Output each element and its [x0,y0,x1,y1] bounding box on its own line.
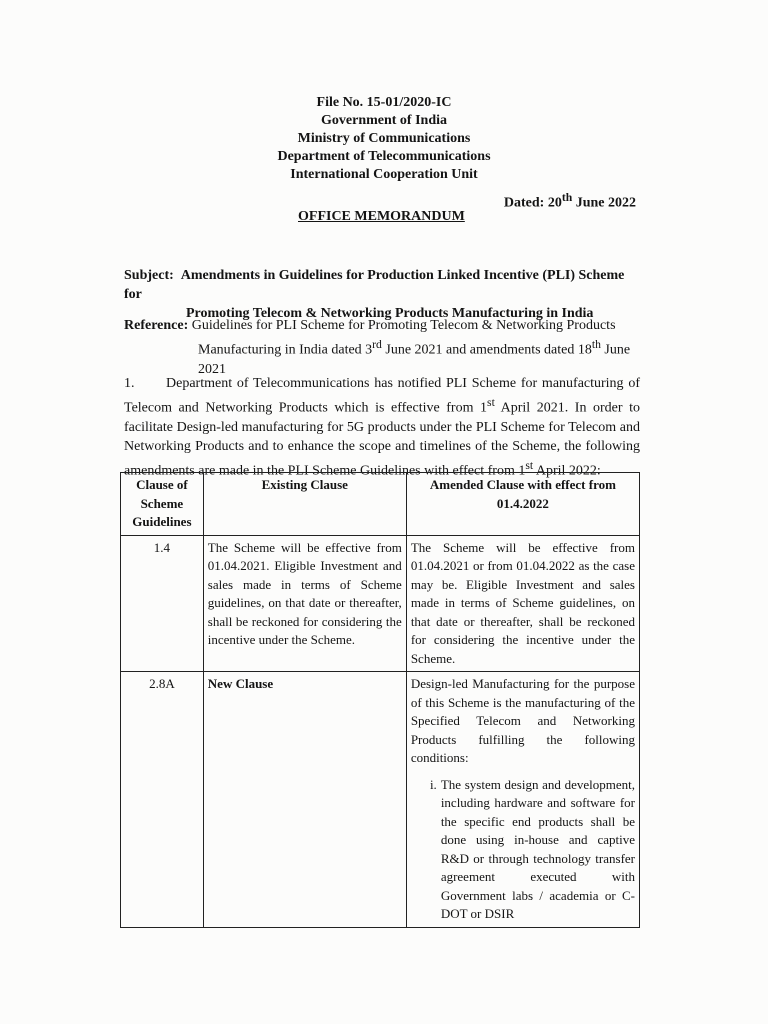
reference-block [124,316,644,379]
reference-text-a: Manufacturing in India dated 3 [198,342,373,358]
clause-number: 1.4 [121,535,204,672]
amended-clause-cell [406,672,639,928]
amended-clause-text: The Scheme will be effective from 01.04.2021 or from 01.04.2022 as the case may be. Eligible Investment and sales made in terms of Scheme guidelines, on that date or thereafter, shall be reckoned for considering the incentive under the Scheme. [406,535,639,672]
letterhead [0,94,768,184]
file-number: File No. 15-01/2020-IC [316,95,452,110]
table-row [121,672,640,928]
reference-line-1: Guidelines for PLI Scheme for Promoting Telecom & Networking Products [191,318,616,333]
department-name: Department of Telecommunications [277,149,491,164]
reference-text-c: June 2021 [198,342,631,377]
reference-line-2 [124,335,644,379]
existing-clause-text: New Clause [203,672,406,928]
header-amended: Amended Clause with effect from 01.4.2022 [406,473,639,536]
condition-item [411,776,635,924]
paragraph-sup-1: st [487,396,495,409]
subject-block [124,266,644,323]
paragraph-text-a: Department of Telecommunications has notified PLI Scheme for manufacturing of Telecom and Networking Products which is effective from 1 [124,376,640,416]
condition-numeral: i. [429,776,437,792]
clause-number: 2.8A [121,672,204,928]
date-prefix: Dated: 20 [503,195,562,211]
date-superscript: th [561,191,573,204]
amended-clause-text: Design-led Manufacturing for the purpose of this Scheme is the manufacturing of the Specified Telecom and Networking Products fulfilling the following conditions: [410,676,635,765]
paragraph-text-b: April 2021. In order to facilitate Design-led manufacturing for 5G products under the PLI Scheme for Telecom and Networking Products and to enhance the scope and timelines of the Scheme, the following amendments are made in the PLI Scheme Guidelines with effect from 1 [124,400,640,479]
date-line [504,191,636,212]
paragraph-sup-2: st [525,458,534,472]
paragraph-1 [124,374,640,480]
condition-text: The system design and development, including hardware and software for the specific end products shall be done using in-house and captive R&D or through technology transfer agreement executed with Government labs / academia or C-DOT or DSIR [440,776,635,921]
reference-sup-1: rd [372,338,382,351]
unit-name: International Cooperation Unit [290,167,478,182]
government-name: Government of India [321,113,447,128]
paragraph-text-c: April 2022: [533,463,601,479]
paragraph-number: 1. [124,376,135,391]
table-row [121,535,640,672]
subject-line-1: Amendments in Guidelines for Production Linked Incentive (PLI) Scheme for [124,268,625,302]
reference-sup-2: th [591,338,601,351]
header-clause: Clause of Scheme Guidelines [121,473,204,536]
ministry-name: Ministry of Communications [297,131,471,146]
existing-clause-text: The Scheme will be effective from 01.04.2021. Eligible Investment and sales made in terms of Scheme guidelines, on that date or thereafter, shall be reckoned for considering the incentive under the Scheme. [203,535,406,672]
table-header-row [121,473,640,536]
header-existing: Existing Clause [203,473,406,536]
reference-text-b: June 2021 and amendments dated 18 [381,342,592,358]
subject-label: Subject: [124,268,174,283]
date-suffix: June 2022 [572,195,636,211]
reference-label: Reference: [124,318,189,333]
memo-title: OFFICE MEMORANDUM [298,209,465,224]
subject-line-2: Promoting Telecom & Networking Products Manufacturing in India [186,306,594,321]
amendments-table [120,472,640,928]
